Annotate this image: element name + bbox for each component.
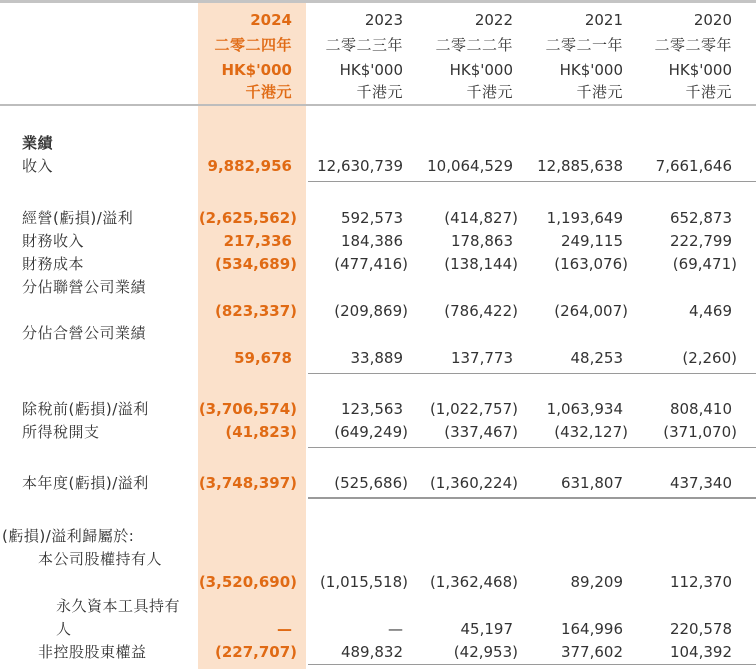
section-title: 業績 bbox=[22, 134, 54, 152]
cell-2021: 377,602 bbox=[560, 643, 623, 661]
header-year: 2022 bbox=[474, 11, 513, 29]
cell-2023: (525,686) bbox=[334, 474, 408, 492]
cell-2021: (432,127) bbox=[554, 423, 628, 441]
row-label: 除稅前(虧損)/溢利 bbox=[22, 400, 149, 418]
cell-2020: (371,070) bbox=[663, 423, 737, 441]
header-cn-year: 二零二一年 bbox=[545, 36, 623, 54]
header-unit-cn: 千港元 bbox=[576, 83, 623, 101]
header-year: 2020 bbox=[693, 11, 732, 29]
cell-2024: 9,882,956 bbox=[207, 157, 292, 175]
row-label: 本年度(虧損)/溢利 bbox=[22, 474, 149, 492]
cell-2020: 437,340 bbox=[669, 474, 732, 492]
cell-2021: 12,885,638 bbox=[537, 157, 623, 175]
row-rule bbox=[308, 497, 756, 499]
header-unit: HK$'000 bbox=[668, 61, 732, 79]
cell-2023: 123,563 bbox=[340, 400, 403, 418]
cell-2023: 12,630,739 bbox=[317, 157, 403, 175]
cell-2024: (2,625,562) bbox=[198, 209, 297, 227]
cell-2022: (337,467) bbox=[444, 423, 518, 441]
cell-2022: (414,827) bbox=[444, 209, 518, 227]
row-label: 分佔合營公司業績 bbox=[22, 324, 147, 342]
header-unit-cn: 千港元 bbox=[685, 83, 732, 101]
cell-2021: 631,807 bbox=[560, 474, 623, 492]
cell-2024: (823,337) bbox=[214, 302, 297, 320]
header-year: 2024 bbox=[250, 11, 292, 29]
row-rule bbox=[308, 664, 756, 665]
row-label: 永久資本工具持有 bbox=[56, 597, 181, 615]
row-label: 經營(虧損)/溢利 bbox=[22, 209, 134, 227]
header-unit-cn: 千港元 bbox=[356, 83, 403, 101]
row-label: 分佔聯營公司業績 bbox=[22, 278, 147, 296]
cell-2020: 808,410 bbox=[669, 400, 732, 418]
cell-2021: (264,007) bbox=[554, 302, 628, 320]
cell-2022: 10,064,529 bbox=[427, 157, 513, 175]
row-label: 所得稅開支 bbox=[22, 423, 100, 441]
cell-2021: 89,209 bbox=[570, 573, 623, 591]
header-year: 2023 bbox=[364, 11, 403, 29]
cell-2022: (138,144) bbox=[444, 255, 518, 273]
row-rule bbox=[308, 373, 756, 374]
row-label: 財務收入 bbox=[22, 232, 85, 250]
cell-2024: 59,678 bbox=[234, 349, 292, 367]
cell-2022: 45,197 bbox=[460, 620, 513, 638]
cell-2021: 249,115 bbox=[560, 232, 623, 250]
cell-2022: (1,362,468) bbox=[429, 573, 518, 591]
header-unit: HK$'000 bbox=[339, 61, 403, 79]
cell-2024: (3,520,690) bbox=[198, 573, 297, 591]
cell-2023: (1,015,518) bbox=[319, 573, 408, 591]
cell-2023: 592,573 bbox=[340, 209, 403, 227]
row-label: 非控股股東權益 bbox=[38, 643, 147, 661]
row-label: 財務成本 bbox=[22, 255, 85, 273]
cell-2020: 220,578 bbox=[669, 620, 732, 638]
cell-2020: (69,471) bbox=[672, 255, 737, 273]
cell-2021: 48,253 bbox=[570, 349, 623, 367]
cell-2024: 217,336 bbox=[223, 232, 292, 250]
top-rule bbox=[0, 0, 756, 3]
row-label: 本公司股權持有人 bbox=[38, 550, 163, 568]
header-unit: HK$'000 bbox=[221, 61, 292, 79]
row-label-continued: 人 bbox=[56, 620, 72, 638]
cell-2023: (649,249) bbox=[334, 423, 408, 441]
header-cn-year: 二零二四年 bbox=[214, 36, 292, 54]
cell-2022: (1,360,224) bbox=[429, 474, 518, 492]
cell-2022: 178,863 bbox=[450, 232, 513, 250]
cell-2020: 112,370 bbox=[669, 573, 732, 591]
cell-2020: 222,799 bbox=[669, 232, 732, 250]
header-unit: HK$'000 bbox=[559, 61, 623, 79]
cell-2021: 1,193,649 bbox=[546, 209, 623, 227]
cell-2024: (227,707) bbox=[214, 643, 297, 661]
cell-2020: 7,661,646 bbox=[655, 157, 732, 175]
cell-2023: 33,889 bbox=[350, 349, 403, 367]
cell-2024: (534,689) bbox=[214, 255, 297, 273]
cell-2021: (163,076) bbox=[554, 255, 628, 273]
cell-2023: 184,386 bbox=[340, 232, 403, 250]
header-unit-cn: 千港元 bbox=[466, 83, 513, 101]
cell-2021: 1,063,934 bbox=[546, 400, 623, 418]
cell-2023: — bbox=[388, 620, 403, 638]
header-rule bbox=[0, 104, 756, 106]
row-label: 收入 bbox=[22, 157, 54, 175]
cell-2022: (42,953) bbox=[453, 643, 518, 661]
cell-2020: 652,873 bbox=[669, 209, 732, 227]
header-cn-year: 二零二二年 bbox=[435, 36, 513, 54]
header-unit-cn: 千港元 bbox=[245, 83, 292, 101]
header-unit: HK$'000 bbox=[449, 61, 513, 79]
cell-2020: 104,392 bbox=[669, 643, 732, 661]
cell-2022: (786,422) bbox=[444, 302, 518, 320]
cell-2020: 4,469 bbox=[689, 302, 732, 320]
cell-2022: (1,022,757) bbox=[429, 400, 518, 418]
header-cn-year: 二零二三年 bbox=[325, 36, 403, 54]
cell-2020: (2,260) bbox=[682, 349, 737, 367]
cell-2022: 137,773 bbox=[450, 349, 513, 367]
cell-2024: (41,823) bbox=[225, 423, 297, 441]
cell-2023: (477,416) bbox=[334, 255, 408, 273]
cell-2023: 489,832 bbox=[340, 643, 403, 661]
row-rule bbox=[308, 181, 756, 182]
header-cn-year: 二零二零年 bbox=[654, 36, 732, 54]
header-year: 2021 bbox=[584, 11, 623, 29]
attributable-heading: (虧損)/溢利歸屬於: bbox=[2, 527, 135, 545]
cell-2024: (3,748,397) bbox=[198, 474, 297, 492]
cell-2024: (3,706,574) bbox=[198, 400, 297, 418]
row-rule bbox=[308, 447, 756, 448]
cell-2021: 164,996 bbox=[560, 620, 623, 638]
cell-2024: — bbox=[277, 620, 292, 638]
cell-2023: (209,869) bbox=[334, 302, 408, 320]
